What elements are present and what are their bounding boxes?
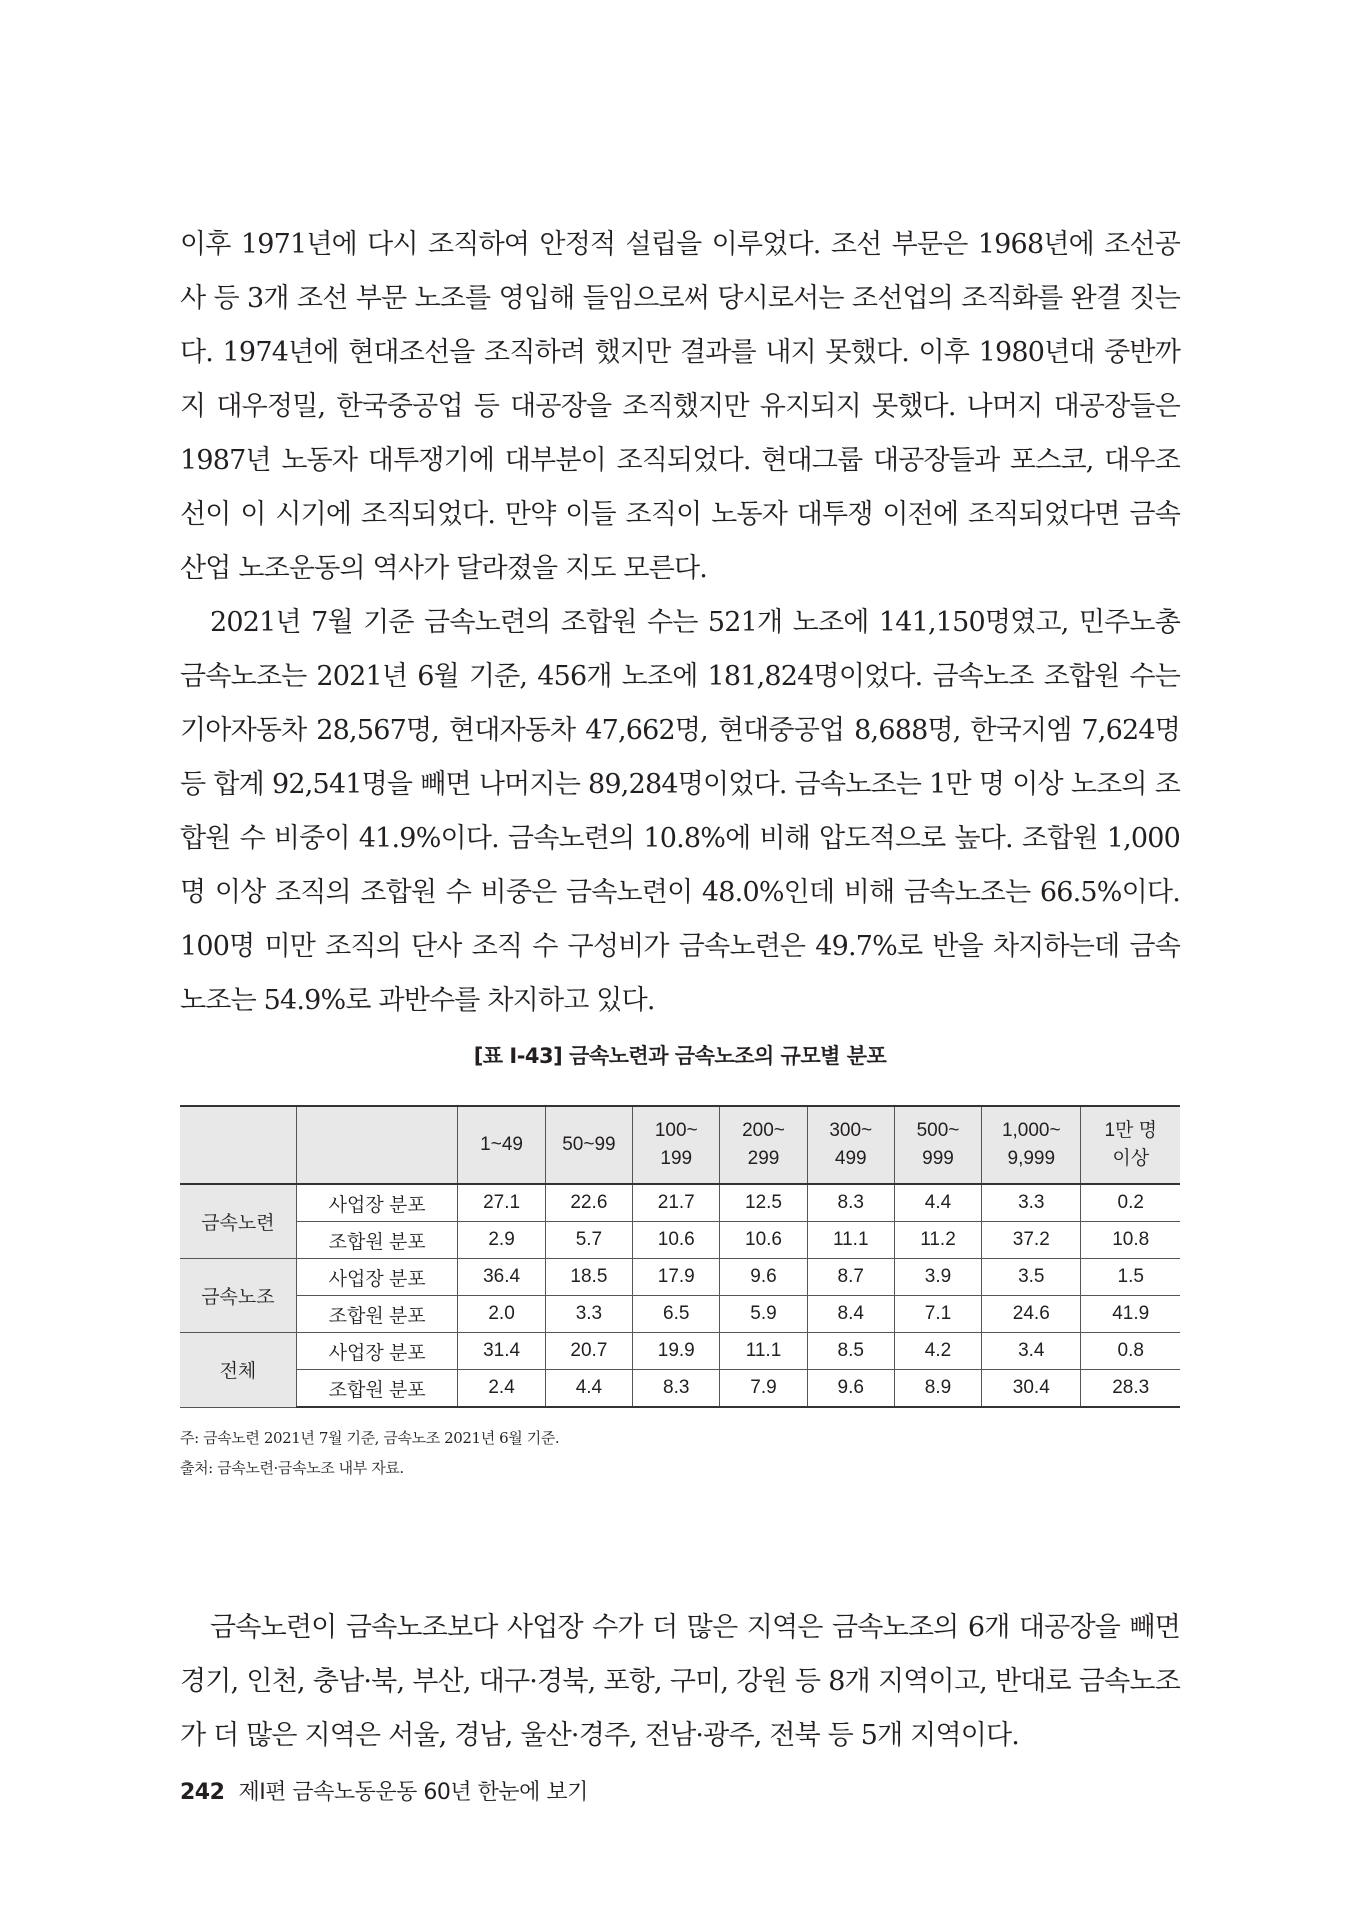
paragraph: 금속노련이 금속노조보다 사업장 수가 더 많은 지역은 금속노조의 6개 대공장을 빼면 경기, 인천, 충남·북, 부산, 대구·경북, 포항, 구미, 강원 등 8개 지역이고, 반대로 금속노조가 더 많은 지역은 서울, 경남, 울산·경주, 전남·광주, 전북 등 5개 지역이다. (180, 1612, 1180, 1751)
column-header: 100~ 199 (633, 1106, 720, 1184)
table-cell: 2.0 (458, 1296, 545, 1333)
row-label: 조합원 분포 (296, 1370, 458, 1408)
table-cell: 10.6 (633, 1222, 720, 1259)
table-notes (180, 1423, 1180, 1483)
table-cell: 8.3 (633, 1370, 720, 1408)
row-label: 사업장 분포 (296, 1259, 458, 1296)
table-title: [표 Ⅰ-43] 금속노련과 금속노조의 규모별 분포 (473, 1044, 887, 1068)
table-source: 출처: 금속노련·금속노조 내부 자료. (180, 1459, 404, 1477)
table-cell: 37.2 (982, 1222, 1081, 1259)
table-cell: 6.5 (633, 1296, 720, 1333)
table-row (180, 1222, 1180, 1259)
table-cell: 7.1 (894, 1296, 981, 1333)
table-cell: 3.9 (894, 1259, 981, 1296)
table-cell: 21.7 (633, 1184, 720, 1222)
table-cell: 9.6 (720, 1259, 807, 1296)
table-cell: 0.8 (1081, 1333, 1180, 1370)
table-cell: 2.4 (458, 1370, 545, 1408)
table-cell: 8.4 (807, 1296, 894, 1333)
table-cell: 30.4 (982, 1370, 1081, 1408)
table-row (180, 1296, 1180, 1333)
table-cell: 10.6 (720, 1222, 807, 1259)
table-cell: 19.9 (633, 1333, 720, 1370)
table-cell: 8.5 (807, 1333, 894, 1370)
group-label: 금속노련 (180, 1184, 296, 1259)
column-header: 1만 명 이상 (1081, 1106, 1180, 1184)
table-row (180, 1259, 1180, 1296)
row-label: 사업장 분포 (296, 1333, 458, 1370)
table-cell: 3.5 (982, 1259, 1081, 1296)
page-number: 242 (180, 1780, 225, 1805)
distribution-table (180, 1105, 1180, 1408)
table-cell: 11.1 (720, 1333, 807, 1370)
table-cell: 5.9 (720, 1296, 807, 1333)
body-text-top (180, 218, 1180, 1028)
table-cell: 8.9 (894, 1370, 981, 1408)
header-blank (180, 1106, 296, 1184)
table-cell: 22.6 (545, 1184, 632, 1222)
table-cell: 10.8 (1081, 1222, 1180, 1259)
row-label: 사업장 분포 (296, 1184, 458, 1222)
paragraph: 이후 1971년에 다시 조직하여 안정적 설립을 이루었다. 조선 부문은 1968년에 조선공사 등 3개 조선 부문 노조를 영입해 들임으로써 당시로서는 조선업의 조직화를 완결 짓는다. 1974년에 현대조선을 조직하려 했지만 결과를 내지 못했다. 이후 1980년대 중반까지 대우정밀, 한국중공업 등 대공장을 조직했지만 유지되지 못했다. 나머지 대공장들은 1987년 노동자 대투쟁기에 대부분이 조직되었다. 현대그룹 대공장들과 포스코, 대우조선이 이 시기에 조직되었다. 만약 이들 조직이 노동자 대투쟁 이전에 조직되었다면 금속 산업 노조운동의 역사가 달라졌을 지도 모른다. (180, 229, 1180, 584)
table-cell: 17.9 (633, 1259, 720, 1296)
section-title: 제Ⅰ편 금속노동운동 60년 한눈에 보기 (238, 1780, 588, 1805)
column-header: 1~49 (458, 1106, 545, 1184)
header-blank (296, 1106, 458, 1184)
table-row (180, 1333, 1180, 1370)
body-text-bottom (180, 1601, 1180, 1763)
group-label: 전체 (180, 1333, 296, 1408)
table-cell: 8.7 (807, 1259, 894, 1296)
row-label: 조합원 분포 (296, 1296, 458, 1333)
table-cell: 11.1 (807, 1222, 894, 1259)
column-header: 1,000~ 9,999 (982, 1106, 1081, 1184)
table-cell: 8.3 (807, 1184, 894, 1222)
table-cell: 1.5 (1081, 1259, 1180, 1296)
table-cell: 3.4 (982, 1333, 1081, 1370)
table-cell: 3.3 (545, 1296, 632, 1333)
table-note: 주: 금속노련 2021년 7월 기준, 금속노조 2021년 6월 기준. (180, 1429, 560, 1447)
table-cell: 20.7 (545, 1333, 632, 1370)
table-header-row (180, 1106, 1180, 1184)
table-cell: 2.9 (458, 1222, 545, 1259)
table-cell: 5.7 (545, 1222, 632, 1259)
table-row (180, 1184, 1180, 1222)
table-cell: 4.2 (894, 1333, 981, 1370)
table-cell: 27.1 (458, 1184, 545, 1222)
column-header: 50~99 (545, 1106, 632, 1184)
table-cell: 11.2 (894, 1222, 981, 1259)
table-cell: 41.9 (1081, 1296, 1180, 1333)
column-header: 300~ 499 (807, 1106, 894, 1184)
table-cell: 28.3 (1081, 1370, 1180, 1408)
row-label: 조합원 분포 (296, 1222, 458, 1259)
group-label: 금속노조 (180, 1259, 296, 1333)
table-cell: 18.5 (545, 1259, 632, 1296)
table-cell: 0.2 (1081, 1184, 1180, 1222)
column-header: 200~ 299 (720, 1106, 807, 1184)
table-cell: 36.4 (458, 1259, 545, 1296)
table-cell: 4.4 (894, 1184, 981, 1222)
table-cell: 24.6 (982, 1296, 1081, 1333)
table-cell: 7.9 (720, 1370, 807, 1408)
table-cell: 3.3 (982, 1184, 1081, 1222)
paragraph: 2021년 7월 기준 금속노련의 조합원 수는 521개 노조에 141,150명였고, 민주노총 금속노조는 2021년 6월 기준, 456개 노조에 181,824명이었다. 금속노조 조합원 수는 기아자동차 28,567명, 현대자동차 47,662명, 현대중공업 8,688명, 한국지엠 7,624명 등 합계 92,541명을 빼면 나머지는 89,284명이었다. 금속노조는 1만 명 이상 노조의 조합원 수 비중이 41.9%이다. 금속노련의 10.8%에 비해 압도적으로 높다. 조합원 1,000명 이상 조직의 조합원 수 비중은 금속노련이 48.0%인데 비해 금속노조는 66.5%이다. 100명 미만 조직의 단사 조직 수 구성비가 금속노련은 49.7%로 반을 차지하는데 금속노조는 54.9%로 과반수를 차지하고 있다. (180, 607, 1180, 1016)
table-row (180, 1370, 1180, 1408)
table-cell: 4.4 (545, 1370, 632, 1408)
table-cell: 12.5 (720, 1184, 807, 1222)
table-cell: 31.4 (458, 1333, 545, 1370)
table-cell: 9.6 (807, 1370, 894, 1408)
page-footer (180, 1775, 588, 1806)
column-header: 500~ 999 (894, 1106, 981, 1184)
